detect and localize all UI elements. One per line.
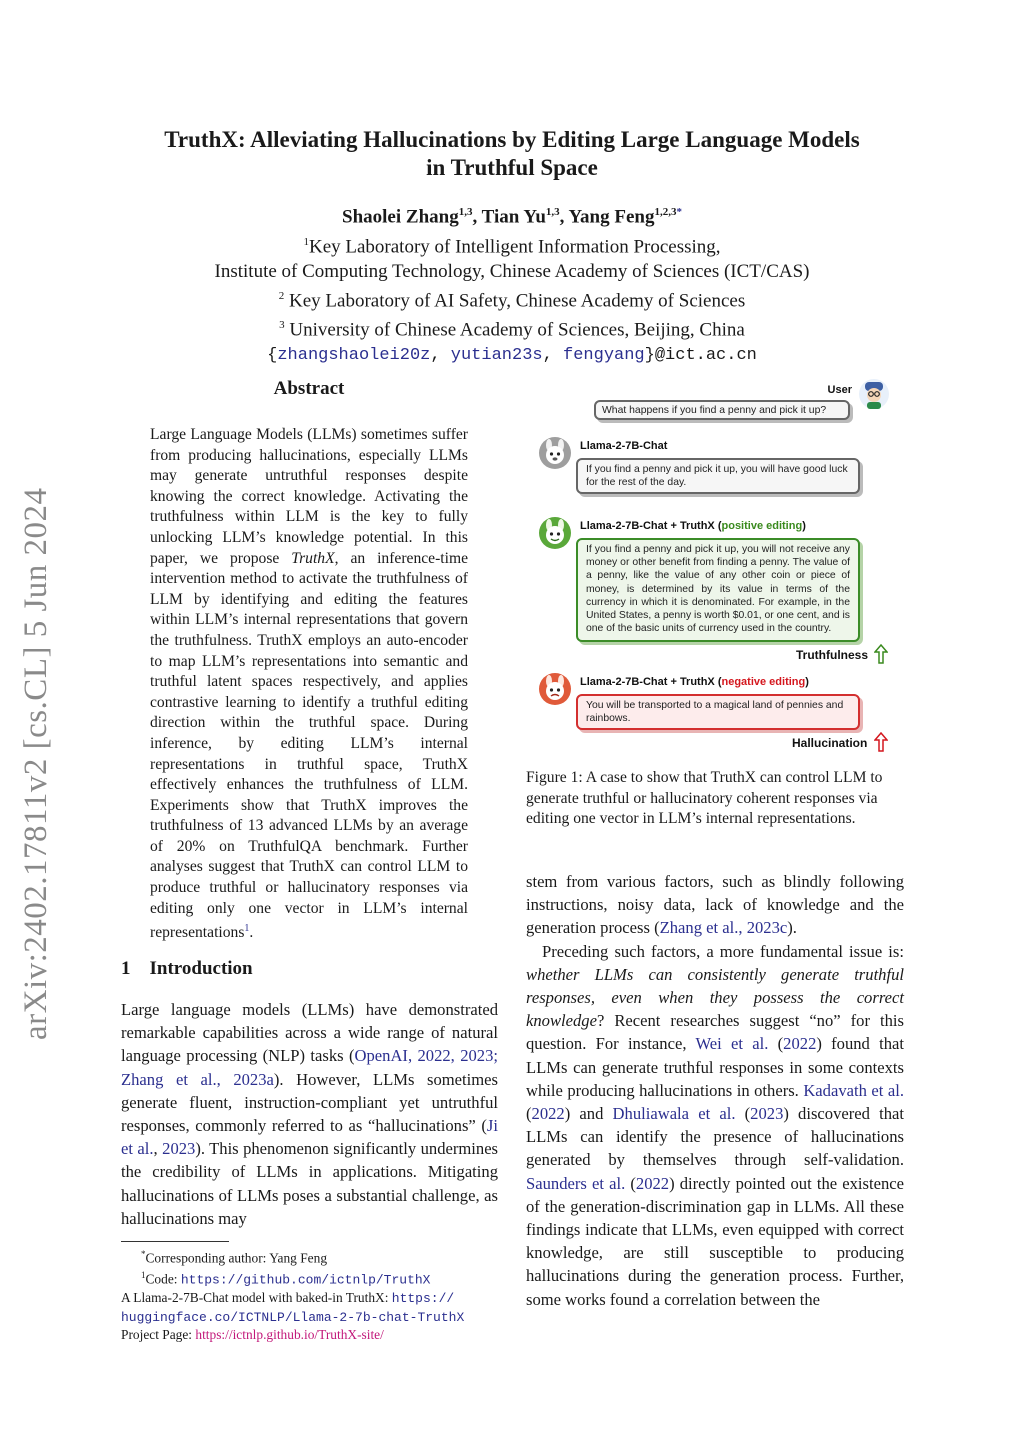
affil-sup: 1 xyxy=(303,236,309,249)
hallucination-label: Hallucination xyxy=(792,736,868,750)
right-text: ( xyxy=(625,1173,636,1193)
right-text: ( xyxy=(526,1104,532,1124)
model-label-negative xyxy=(580,676,809,688)
llama-positive-avatar-icon xyxy=(538,516,572,550)
abstract-heading: Abstract xyxy=(273,378,345,399)
author-name: Yang Feng xyxy=(568,206,655,228)
model-label-positive xyxy=(580,520,806,532)
citation-link[interactable]: 2023 xyxy=(162,1139,196,1159)
footnote-ref[interactable]: 1 xyxy=(244,923,250,935)
arxiv-identifier: arXiv:2402.17811v2 [cs.CL] 5 Jun 2024 xyxy=(18,487,54,1040)
title-line-1: TruthX: Alleviating Hallucinations by Editing Large Language Models xyxy=(164,127,860,152)
affil-text: Key Laboratory of Intelligent Information Processing, xyxy=(308,236,721,258)
intro-text: Large language models (LLMs) have demonstrated remarkable capabilities across a wide range of natural language processing (NLP) tasks ( xyxy=(121,1000,498,1066)
author-sup: 1,3 xyxy=(458,206,473,218)
email-domain: }@ict.ac.cn xyxy=(644,346,757,366)
positive-editing-label: positive editing xyxy=(721,520,803,532)
model-url-link[interactable]: https:// xyxy=(391,1291,455,1307)
affiliation-1b xyxy=(100,260,924,284)
citation-link[interactable]: 2022 xyxy=(635,1173,670,1193)
right-paragraph-2 xyxy=(526,940,904,1311)
citation-link[interactable]: Kadavath et al. xyxy=(803,1080,904,1100)
footnote-mark: * xyxy=(141,1249,146,1259)
intro-text: ). This phenomenon significantly undermines the credibility of LLMs in applications. Mitigating hallucinations of LLMs poses a substantial challenge, as hallucinations may xyxy=(121,1139,499,1228)
right-text: Preceding such factors, a more fundamental issue is: xyxy=(542,941,904,961)
right-text: ( xyxy=(768,1034,784,1054)
footnote-text: Corresponding author: Yang Feng xyxy=(145,1250,328,1266)
citation-link[interactable]: Ji et al. xyxy=(121,1116,498,1159)
figure-caption: Figure 1: A case to show that TruthX can control LLM to generate truthful or hallucinatory coherent responses via editing one vector in LLM’s internal representations. xyxy=(526,769,883,828)
affil-sup: 3 xyxy=(279,318,285,331)
author-name: Shaolei Zhang xyxy=(342,206,459,228)
abstract-part: , an inference-time intervention method to activate the truthfulness of LLM by identifying and editing the features within LLM’s internal representations that govern the truthfulness. TruthX employs an auto-encoder to map LLM’s representations into semantic and truthful latent spaces respectively, and applies contrastive learning to identify a truthful editing direction within the truthful space. During inference, by editing LLM’s internal representations in truthful space, TruthX effectively enhances the truthfulness of LLM. Experiments show that TruthX improves the truthfulness of 13 advanced LLMs by an average of 20% on TruthfulQA benchmark. Further analyses suggest that TruthX can control LLM to produce truthful or hallucinatory responses via editing only one vector in LLM’s internal representations xyxy=(150,549,468,942)
right-emphasis: whether LLMs can consistently generate truthful responses, even when they possess the correct knowledge xyxy=(526,964,904,1031)
citation-link[interactable]: 2023 xyxy=(750,1104,784,1124)
right-text: ( xyxy=(735,1104,751,1124)
right-text: ) directly pointed out the existence of the generation-discrimination gap in LLMs. All these findings indicate that LLMs, even equipped with correct knowledge, are still susceptible to producing hallucinations during the generation process. Further, some works found a correlation between the xyxy=(526,1173,904,1309)
affil-text: University of Chinese Academy of Sciences, Beijing, China xyxy=(289,319,745,341)
label-part: ) xyxy=(802,520,806,532)
citation-link[interactable]: 2022 xyxy=(531,1104,565,1124)
footnote-model xyxy=(121,1289,501,1326)
citation-link[interactable]: Dhuliawala et al. xyxy=(612,1104,736,1124)
project-url-link[interactable]: https://ictnlp.github.io/TruthX-site/ xyxy=(195,1327,384,1343)
user-label: User xyxy=(827,384,852,396)
footnote-text: Code: xyxy=(145,1271,181,1287)
intro-paragraph xyxy=(121,998,498,1230)
intro-text: ). However, LLMs sometimes generate fluent, instruction-compliant yet untruthful responses, commonly referred to as “hallucinations” ( xyxy=(121,1069,498,1136)
abstract-emphasis: TruthX xyxy=(291,549,335,567)
label-part: Llama-2-7B-Chat + TruthX ( xyxy=(580,520,722,532)
affiliation-2 xyxy=(100,284,924,313)
user-question-bubble: What happens if you find a penny and pick it up? xyxy=(594,400,850,420)
abstract-text xyxy=(150,425,468,944)
author-names: Shaolei Zhang$^{1,3}$, Tian Yu$^{1,3}$, Yang Feng$^{1,2,3*}$ xyxy=(342,206,682,228)
right-paragraph-1 xyxy=(526,870,904,940)
positive-answer-bubble: If you find a penny and pick it up, you will not receive any money or other benefit from finding a penny. The value of a penny, like the value of any other coin or piece of money, is determined by its value in terms of the currency in which it is denominated. For example, in the United States, a penny is worth $0.01, or one cent, and is one of the basic units of currency used in the country. xyxy=(576,538,860,642)
citation-link[interactable]: Wei et al. xyxy=(695,1034,769,1054)
citation-link[interactable]: Saunders et al. xyxy=(526,1173,626,1193)
author-sup: 1,2,3 xyxy=(654,206,677,218)
citation-link[interactable]: OpenAI, 2022, 2023; Zhang et al., 2023a xyxy=(121,1046,498,1089)
affiliation-3 xyxy=(100,313,924,342)
llama-avatar-icon xyxy=(538,436,572,470)
section-heading xyxy=(121,958,253,980)
footnote-project xyxy=(121,1326,501,1344)
truthfulness-up-arrow-icon xyxy=(874,644,888,664)
right-text: ) discovered that LLMs can identify the presence of hallucinations generated by themselves through self-validation. xyxy=(526,1104,904,1170)
author-block xyxy=(100,200,924,368)
email-link[interactable]: fengyang xyxy=(563,346,645,366)
email-link[interactable]: yutian23s xyxy=(450,346,543,366)
label-part: ) xyxy=(805,676,809,688)
affiliation-1 xyxy=(100,230,924,259)
right-text: ) and xyxy=(564,1104,613,1124)
affil-text: Institute of Computing Technology, Chinese Academy of Sciences (ICT/CAS) xyxy=(214,260,810,282)
base-answer-bubble: If you find a penny and pick it up, you will have good luck for the rest of the day. xyxy=(576,458,860,494)
llama-negative-avatar-icon xyxy=(538,672,572,706)
footnotes xyxy=(121,1246,501,1344)
affil-sup: 2 xyxy=(278,289,285,302)
hallucination-up-arrow-icon xyxy=(874,732,888,752)
user-avatar-icon xyxy=(858,378,890,410)
right-text: ) found that LLMs can generate truthful responses in some contexts while producing hallucinations in others. xyxy=(526,1034,905,1100)
footnote-text: A Llama-2-7B-Chat model with baked-in TruthX: xyxy=(121,1290,392,1306)
code-url-link[interactable]: https://github.com/ictnlp/TruthX xyxy=(180,1272,431,1288)
title-line-2: in Truthful Space xyxy=(426,155,598,180)
footnote-corresponding xyxy=(121,1246,501,1267)
section-number: 1 xyxy=(121,958,131,979)
section-title: Introduction xyxy=(149,958,253,979)
right-text: stem from various factors, such as blindly following instructions, noisy data, lack of knowledge and the generation process ( xyxy=(526,872,904,938)
model-label-base: Llama-2-7B-Chat xyxy=(580,440,668,452)
right-text: ? Recent researches suggest “no” for this question. For instance, xyxy=(526,1011,904,1054)
email-link[interactable]: zhangshaolei20z xyxy=(277,346,431,366)
truthfulness-label: Truthfulness xyxy=(796,648,869,662)
author-emails: {zhangshaolei20z, yutian23s, fengyang}@ict.ac.cn xyxy=(267,346,757,366)
footnote-code xyxy=(121,1267,501,1289)
abstract-part: Large Language Models (LLMs) sometimes suffer from producing hallucinations, especially LLMs may generate untruthful responses despite knowing the correct knowledge. Activating the truthfulness within LLM is the key to fully unlocking LLM’s knowledge potential. In this paper, we propose xyxy=(150,426,468,567)
negative-answer-bubble: You will be transported to a magical land of pennies and rainbows. xyxy=(576,694,860,730)
figure-1 xyxy=(528,374,906,758)
abstract-end: . xyxy=(249,924,254,942)
right-text: ). xyxy=(787,918,797,938)
right-column-text xyxy=(526,870,904,1311)
email-brace: { xyxy=(267,346,278,366)
label-part: Llama-2-7B-Chat + TruthX ( xyxy=(580,676,722,688)
model-url-link[interactable]: huggingface.co/ICTNLP/Llama-2-7b-chat-TruthX xyxy=(121,1309,465,1325)
footnote-mark: 1 xyxy=(141,1270,146,1281)
author-sup: 1,3 xyxy=(545,206,560,218)
citation-link[interactable]: 2022 xyxy=(783,1034,817,1054)
citation-link[interactable]: Zhang et al., 2023c xyxy=(659,918,788,938)
footnote-text: Project Page: xyxy=(121,1327,196,1343)
paper-title xyxy=(100,126,924,182)
corresponding-mark[interactable]: * xyxy=(676,206,682,218)
intro-text: , xyxy=(153,1139,163,1159)
negative-editing-label: negative editing xyxy=(721,676,806,688)
author-name: Tian Yu xyxy=(481,206,546,228)
footnote-rule xyxy=(121,1241,229,1242)
affil-text: Key Laboratory of AI Safety, Chinese Academy of Sciences xyxy=(289,289,746,311)
